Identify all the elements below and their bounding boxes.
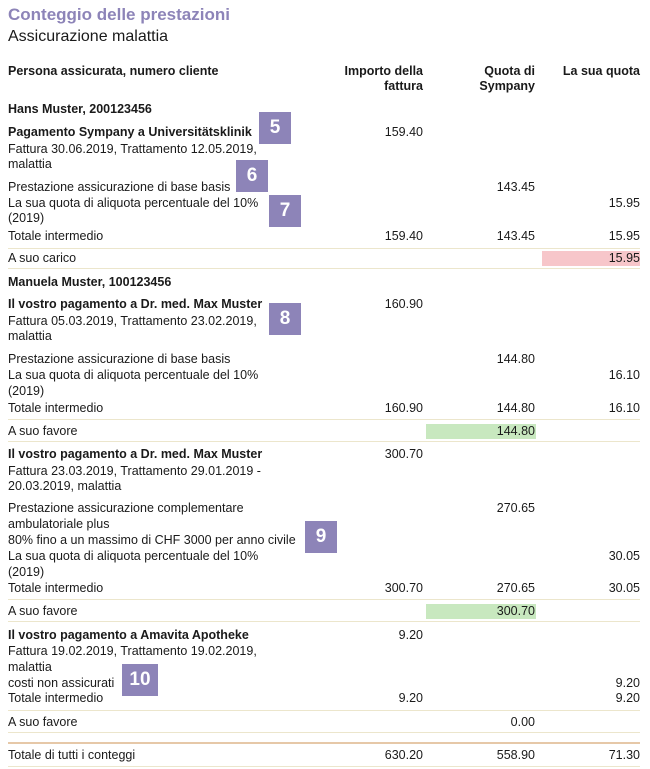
result-label: A suo favore (8, 424, 78, 438)
row-divider (8, 441, 640, 442)
row-divider (8, 268, 640, 269)
copay-label-line: La sua quota di aliquota percentuale del 10% (8, 196, 259, 210)
subtotal-invoice: 9.20 (398, 691, 423, 705)
subtotal-own: 15.95 (608, 229, 640, 243)
uninsured-costs-label: costi non assicurati (8, 676, 115, 690)
copay-label-line: La sua quota di aliquota percentuale del 10% (8, 549, 259, 563)
row-divider (8, 732, 640, 733)
result-own-amount: 15.95 (608, 251, 640, 265)
result-label: A suo favore (8, 604, 78, 618)
header-invoice-line1: Importo della (344, 64, 423, 78)
subtotal-sympany: 143.45 (496, 229, 535, 243)
base-benefit-sympany: 143.45 (496, 180, 535, 194)
grand-total-invoice: 630.20 (384, 748, 423, 762)
header-own: La sua quota (562, 64, 640, 78)
subtotal-own: 16.10 (608, 401, 640, 415)
subtotal-sympany: 270.65 (496, 581, 535, 595)
header-person: Persona assicurata, numero cliente (8, 64, 219, 78)
callout-badge-7: 7 (269, 195, 301, 227)
base-benefit-label: Prestazione assicurazione di base basis (8, 352, 231, 366)
row-divider (8, 621, 640, 622)
result-sympany-amount: 300.70 (496, 604, 535, 618)
copay-own-amount: 15.95 (608, 196, 640, 210)
payment-invoice-amount: 160.90 (384, 297, 423, 311)
grand-total-sympany: 558.90 (496, 748, 535, 762)
subtotal-invoice: 300.70 (384, 581, 423, 595)
header-sympany (479, 64, 535, 94)
row-divider (8, 766, 640, 767)
copay-own-amount: 30.05 (608, 549, 640, 563)
payment-detail-line: malattia (8, 660, 52, 674)
insured-person-name: Manuela Muster, 100123456 (8, 275, 172, 289)
callout-badge-5: 5 (259, 112, 291, 144)
copay-label-line: (2019) (8, 211, 45, 225)
payment-detail-line: Fattura 19.02.2019, Trattamento 19.02.2019, (8, 644, 257, 658)
payment-detail-line: Fattura 23.03.2019, Trattamento 29.01.2019 - (8, 464, 261, 478)
payment-invoice-amount: 9.20 (398, 628, 423, 642)
result-label: A suo favore (8, 715, 78, 729)
header-sympany-line2: Sympany (479, 79, 535, 93)
callout-badge-8: 8 (269, 303, 301, 335)
payment-title: Il vostro pagamento a Amavita Apotheke (8, 628, 249, 642)
row-divider (8, 248, 640, 249)
payment-invoice-amount: 159.40 (384, 125, 423, 139)
payment-title: Il vostro pagamento a Dr. med. Max Muster (8, 447, 263, 461)
supplementary-sympany: 270.65 (496, 501, 535, 515)
subtotal-label: Totale intermedio (8, 581, 104, 595)
uninsured-own-amount: 9.20 (615, 676, 640, 690)
insured-person-name: Hans Muster, 200123456 (8, 102, 152, 116)
payment-detail-line: 20.03.2019, malattia (8, 479, 122, 493)
callout-badge-9: 9 (305, 521, 337, 553)
document-subtitle: Assicurazione malattia (8, 28, 169, 45)
payment-title: Pagamento Sympany a Universitätsklinik (8, 125, 252, 139)
copay-label-line: La sua quota di aliquota percentuale del 10% (8, 368, 259, 382)
grand-total-own: 71.30 (608, 748, 640, 762)
payment-detail-line: Fattura 05.03.2019, Trattamento 23.02.2019, (8, 314, 257, 328)
header-invoice (345, 64, 423, 94)
payment-detail-line: Fattura 30.06.2019, Trattamento 12.05.2019, (8, 142, 257, 156)
callout-badge-6: 6 (236, 160, 268, 192)
subtotal-label: Totale intermedio (8, 401, 104, 415)
row-divider (8, 710, 640, 711)
supplementary-label-line: Prestazione assicurazione complementare (8, 501, 244, 515)
supplementary-label-line: 80% fino a un massimo di CHF 3000 per anno civile (8, 533, 296, 547)
subtotal-own: 9.20 (615, 691, 640, 705)
document-title: Conteggio delle prestazioni (8, 5, 230, 24)
payment-title: Il vostro pagamento a Dr. med. Max Muster (8, 297, 263, 311)
header-invoice-line2: fattura (384, 79, 423, 93)
subtotal-label: Totale intermedio (8, 229, 104, 243)
callout-badge-10: 10 (122, 664, 158, 696)
grand-total-divider (8, 742, 640, 744)
header-sympany-line1: Quota di (484, 64, 535, 78)
copay-label-line: (2019) (8, 384, 45, 398)
copay-own-amount: 16.10 (608, 368, 640, 382)
result-label: A suo carico (8, 251, 77, 265)
subtotal-sympany: 144.80 (496, 401, 535, 415)
subtotal-own: 30.05 (608, 581, 640, 595)
payment-invoice-amount: 300.70 (384, 447, 423, 461)
grand-total-label: Totale di tutti i conteggi (8, 748, 136, 762)
subtotal-invoice: 159.40 (384, 229, 423, 243)
subtotal-invoice: 160.90 (384, 401, 423, 415)
supplementary-label-line: ambulatoriale plus (8, 517, 110, 531)
copay-label-line: (2019) (8, 565, 45, 579)
payment-detail-line: malattia (8, 157, 52, 171)
payment-detail-line: malattia (8, 329, 52, 343)
result-sympany-amount: 144.80 (496, 424, 535, 438)
row-divider (8, 419, 640, 420)
base-benefit-label: Prestazione assicurazione di base basis (8, 180, 231, 194)
row-divider (8, 599, 640, 600)
result-sympany-amount: 0.00 (510, 715, 535, 729)
subtotal-label: Totale intermedio (8, 691, 104, 705)
base-benefit-sympany: 144.80 (496, 352, 535, 366)
